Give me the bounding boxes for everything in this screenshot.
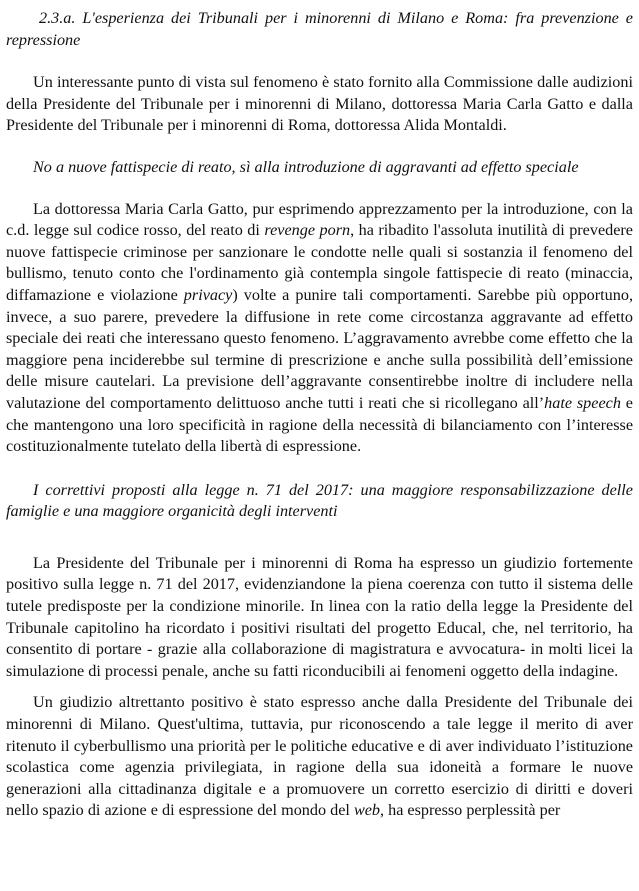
paragraph-gatto: La dottoressa Maria Carla Gatto, pur esprimendo apprezzamento per la introduzione, con la c.d. legge sul codice rosso, del reato di revenge porn, ha ribadito l'assoluta inutilità di prevedere nuove fattispecie criminose per sanzionare le condotte nelle quali si sostanzia il fenomeno del bullismo, tenuto conto che l'ordinamento già contempla singole fattispecie di reato (minaccia, diffamazione e violazione privacy) volte a punire tali comportamenti. Sarebbe più opportuno, invece, a suo parere, prevedere la diffusione in rete come circostanza aggravante ad effetto speciale dei reati che interessano questo fenomeno. L’aggravamento avrebbe come effetto che la maggiore pena inciderebbe sul termine di prescrizione e anche sulla possibilità dell’emissione delle misure cautelari. La previsione dell’aggravante consentirebbe inoltre di includere nella valutazione del comportamento delittuoso anche tutti i reati che si ricollegano all’hate speech e che mantengono una loro specificità in ragione della necessità di bilanciamento con l’interesse costituzionalmente tutelato della libertà di espressione. [6,199,633,456]
paragraph-milano: Un giudizio altrettanto positivo è stato espresso anche dalla Presidente del Tribunale dei minorenni di Milano. Quest'ultima, tuttavia, pur riconoscendo a tale legge il merito di aver ritenuto il cyberbullismo una priorità per le politiche educative e di aver individuato l’istituzione scolastica come agenzia privilegiata, in ragione della sua idoneità a formare le nuove generazioni alla cittadinanza digitale e a promuovere un corretto esercizio di diritti e doveri nello spazio di azione e di espressione del mondo del web, ha espresso perplessità per [6,693,633,820]
emphasis-hate-speech: hate speech [544,393,621,412]
paragraph-roma: La Presidente del Tribunale per i minorenni di Roma ha espresso un giudizio fortemente positivo sulla legge n. 71 del 2017, evidenziandone la piena coerenza con tutto il sistema delle tutele predisposte per la condizione minorile. In linea con la ratio della legge la Presidente del Tribunale capitolino ha ricordato i positivi risultati del progetto Educal, che, nel territorio, ha consentito di portare - grazie alla collaborazione di magistratura e avvocatura- in molti licei la simulazione di processi penale, anche su fatti riconducibili ai fenomeni oggetto della indagine. [6,553,633,680]
intro-paragraph: Un interessante punto di vista sul fenomeno è stato fornito alla Commissione dalle audizioni della Presidente del Tribunale per i minorenni di Milano, dottoressa Maria Carla Gatto e dalla Presidente del Tribunale per i minorenni di Roma, dottoressa Alida Montaldi. [6,73,633,135]
subheading-aggravanti: No a nuove fattispecie di reato, sì alla introduzione di aggravanti ad effetto speciale [33,157,579,176]
emphasis-revenge-porn: revenge porn [264,221,351,240]
subheading-correttivi: I correttivi proposti alla legge n. 71 del 2017: una maggiore responsabilizzazione delle famiglie e una maggiore organicità degli interventi [6,480,633,521]
emphasis-privacy: privacy [183,285,233,304]
emphasis-web: web [353,801,381,820]
section-heading: 2.3.a. L'esperienza dei Tribunali per i minorenni di Milano e Roma: fra prevenzione e repressione [6,9,633,49]
document-page [6,8,633,822]
